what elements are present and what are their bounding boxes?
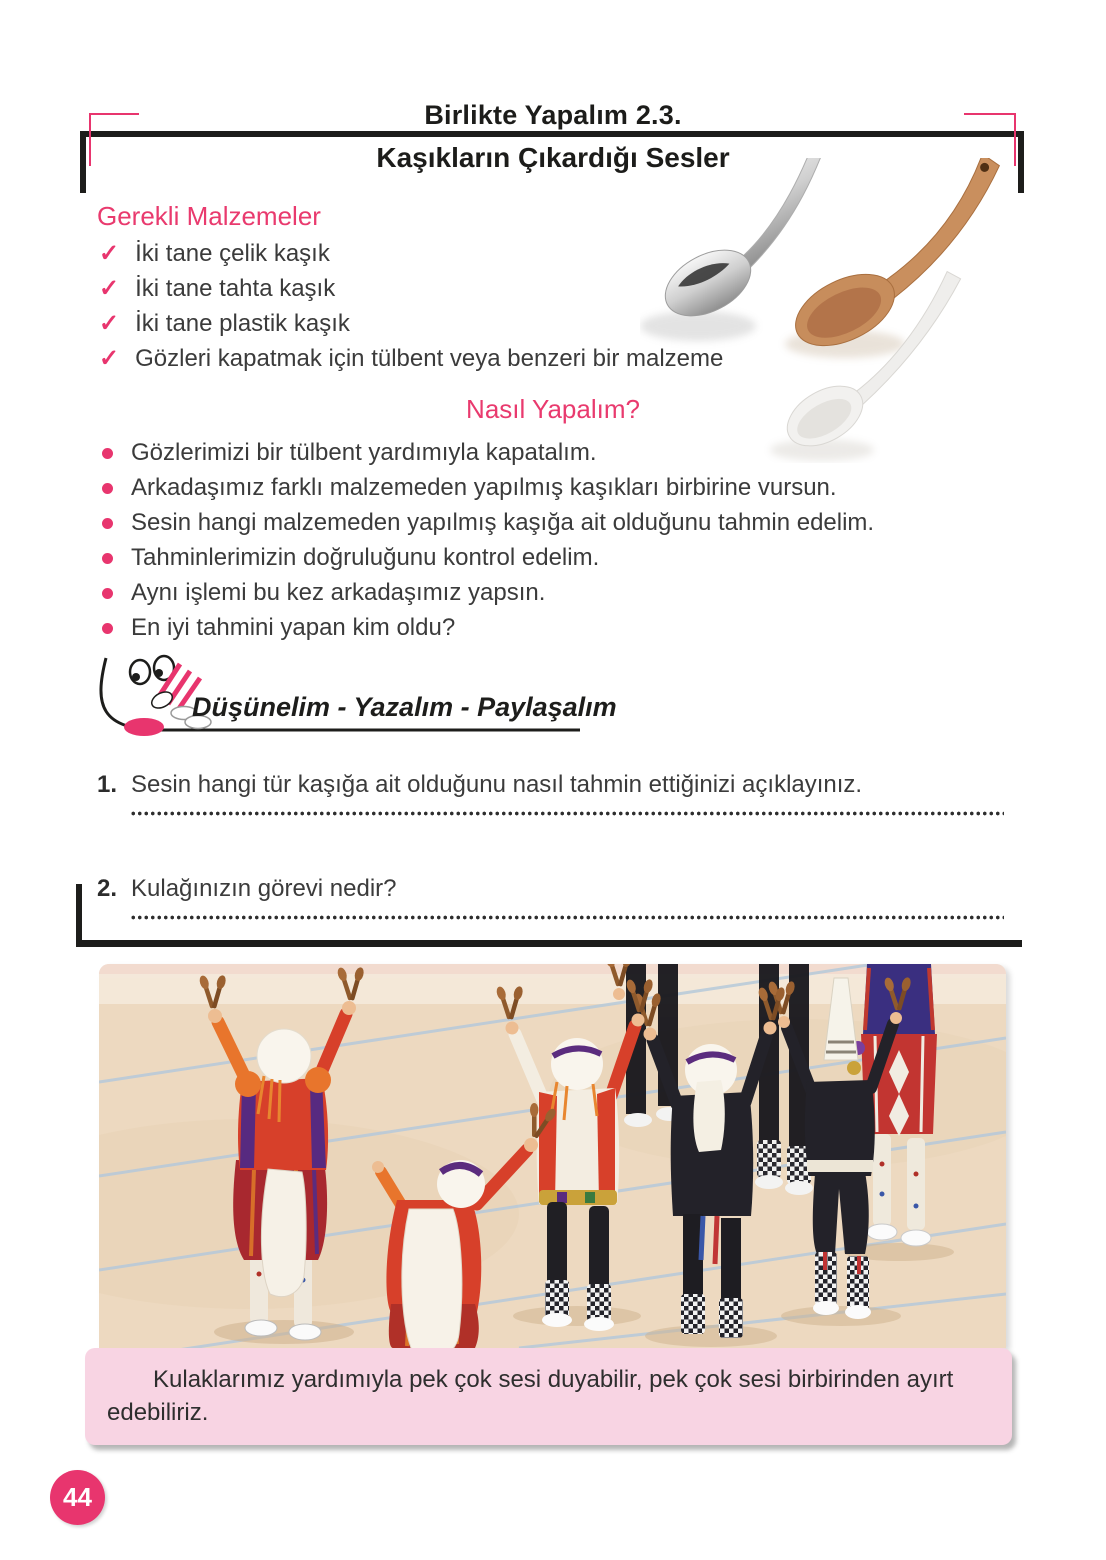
bullet-icon — [102, 483, 113, 494]
step-text: Sesin hangi malzemeden yapılmış kaşığa ait olduğunu tahmin edelim. — [131, 509, 875, 536]
list-item — [102, 475, 874, 501]
bullet-icon — [102, 623, 113, 634]
summary-box — [85, 1348, 1012, 1445]
list-item — [99, 311, 723, 337]
step-text: Gözlerimizi bir tülbent yardımıyla kapatalım. — [131, 439, 597, 466]
step-text: En iyi tahmini yapan kim oldu? — [131, 614, 456, 641]
list-item — [102, 580, 874, 606]
step-text: Aynı işlemi bu kez arkadaşımız yapsın. — [131, 579, 546, 606]
bullet-icon — [102, 588, 113, 599]
frame-bottomleft-corner — [76, 884, 82, 946]
question-1 — [97, 770, 1037, 800]
material-label: Gözleri kapatmak için tülbent veya benzeri bir malzeme — [135, 345, 724, 372]
list-item — [99, 346, 723, 372]
bullet-icon — [102, 553, 113, 564]
check-icon: ✓ — [99, 240, 120, 267]
material-label: İki tane tahta kaşık — [135, 275, 336, 302]
question-text: Kulağınızın görevi nedir? — [131, 875, 397, 902]
question-number: 1. — [97, 771, 118, 798]
step-text: Tahminlerimizin doğruluğunu kontrol edelim. — [131, 544, 600, 571]
list-item — [102, 545, 874, 571]
folk-dance-photo — [99, 964, 1006, 1348]
activity-title: Kaşıkların Çıkardığı Sesler — [376, 142, 730, 173]
answer-line — [130, 810, 1004, 817]
list-item — [102, 615, 874, 641]
bullet-icon — [102, 518, 113, 529]
page-number-badge: 44 — [50, 1470, 105, 1525]
question-text: Sesin hangi tür kaşığa ait olduğunu nasıl tahmin ettiğinizi açıklayınız. — [131, 771, 863, 798]
check-icon: ✓ — [99, 310, 120, 337]
materials-heading: Gerekli Malzemeler — [97, 201, 321, 231]
frame-bottom-line — [76, 940, 1022, 947]
list-item — [99, 276, 723, 302]
material-label: İki tane plastik kaşık — [135, 310, 350, 337]
method-heading: Nasıl Yapalım? — [466, 394, 640, 424]
bullet-icon — [102, 448, 113, 459]
answer-line — [130, 914, 1004, 921]
question-number: 2. — [97, 875, 118, 902]
method-steps — [102, 440, 874, 650]
step-text: Arkadaşımız farklı malzemeden yapılmış kaşıkları birbirine vursun. — [131, 474, 837, 501]
check-icon: ✓ — [99, 345, 120, 372]
summary-text: Kulaklarımız yardımıyla pek çok sesi duyabilir, pek çok sesi birbirinden ayırt edebiliriz. — [107, 1366, 954, 1426]
list-item — [102, 440, 874, 466]
materials-list — [99, 241, 723, 381]
list-item — [99, 241, 723, 267]
check-icon: ✓ — [99, 275, 120, 302]
think-write-share-label: Düşünelim - Yazalım - Paylaşalım — [192, 692, 617, 722]
question-2 — [97, 874, 1037, 904]
activity-kicker: Birlikte Yapalım 2.3. — [424, 100, 682, 130]
frame-top-line — [80, 131, 1024, 137]
material-label: İki tane çelik kaşık — [135, 240, 330, 267]
list-item — [102, 510, 874, 536]
